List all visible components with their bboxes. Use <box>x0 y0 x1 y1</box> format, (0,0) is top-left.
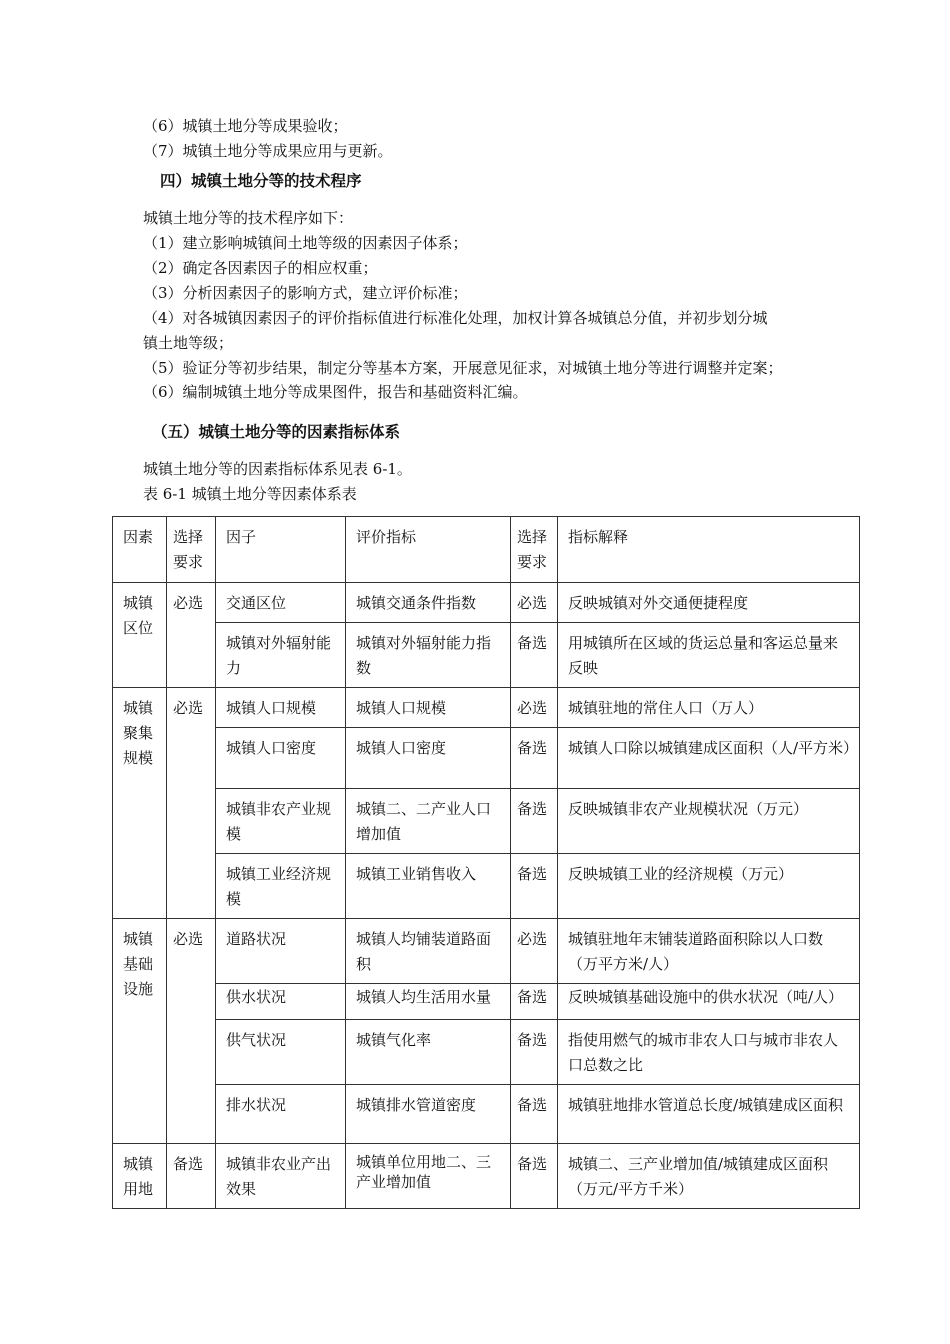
item-cell: 城镇对外辐射能力 <box>216 623 346 688</box>
item-cell: 道路状况 <box>216 919 346 984</box>
factor-cell: 城镇区位 <box>113 583 167 688</box>
table-row <box>113 854 860 919</box>
note-cell: 城镇二、三产业增加值/城镇建成区面积（万元/平方千米） <box>558 1144 860 1209</box>
factor-cell: 城镇用地 <box>113 1144 167 1209</box>
table-row <box>113 583 860 623</box>
note-cell: 反映城镇基础设施中的供水状况（吨/人） <box>558 984 860 1020</box>
requirement-cell: 必选 <box>167 688 216 919</box>
indicator-cell: 城镇排水管道密度 <box>346 1085 511 1144</box>
requirement-cell: 备选 <box>167 1144 216 1209</box>
choice-cell: 必选 <box>511 583 558 623</box>
item-cell: 城镇人口规模 <box>216 688 346 728</box>
step-2: （2）确定各因素因子的相应权重； <box>143 259 378 277</box>
indicator-cell: 城镇对外辐射能力指数 <box>346 623 511 688</box>
header-choice: 选择要求 <box>511 517 558 583</box>
item-cell: 城镇非农产业规模 <box>216 789 346 854</box>
factor-cell: 城镇聚集规模 <box>113 688 167 919</box>
item-cell: 排水状况 <box>216 1085 346 1144</box>
factor-system-table <box>112 516 860 1209</box>
choice-cell: 必选 <box>511 919 558 984</box>
list-item-6: （6）城镇土地分等成果验收； <box>143 117 348 135</box>
indicator-cell: 城镇交通条件指数 <box>346 583 511 623</box>
factor-cell: 城镇基础设施 <box>113 919 167 1144</box>
list-item-7: （7）城镇土地分等成果应用与更新。 <box>143 142 393 160</box>
item-cell: 城镇人口密度 <box>216 728 346 789</box>
item-cell: 城镇工业经济规模 <box>216 854 346 919</box>
table-row <box>113 1020 860 1085</box>
table-row <box>113 688 860 728</box>
choice-cell: 备选 <box>511 1144 558 1209</box>
step-4-line-1: （4）对各城镇因素因子的评价指标值进行标准化处理，加权计算各城镇总分值，并初步划分城 <box>143 309 768 327</box>
choice-cell: 备选 <box>511 854 558 919</box>
indicator-cell: 城镇工业销售收入 <box>346 854 511 919</box>
note-cell: 城镇驻地的常住人口（万人） <box>558 688 860 728</box>
choice-cell: 备选 <box>511 1085 558 1144</box>
note-cell: 用城镇所在区域的货运总量和客运总量来反映 <box>558 623 860 688</box>
table-reference: 城镇土地分等的因素指标体系见表 6-1。 <box>143 460 412 478</box>
table-row <box>113 1085 860 1144</box>
indicator-cell: 城镇人均生活用水量 <box>346 984 511 1020</box>
section-heading-5: （五）城镇土地分等的因素指标体系 <box>152 423 401 441</box>
choice-cell: 备选 <box>511 728 558 789</box>
table-row <box>113 919 860 984</box>
item-cell: 城镇非农业产出效果 <box>216 1144 346 1209</box>
note-cell: 城镇人口除以城镇建成区面积（人/平方米） <box>558 728 860 789</box>
requirement-cell: 必选 <box>167 919 216 1144</box>
step-3: （3）分析因素因子的影响方式，建立评价标准； <box>143 284 468 302</box>
indicator-cell: 城镇人口规模 <box>346 688 511 728</box>
item-cell: 交通区位 <box>216 583 346 623</box>
table-row <box>113 1144 860 1209</box>
table-caption: 表 6-1 城镇土地分等因素体系表 <box>143 485 357 503</box>
indicator-cell: 城镇人口密度 <box>346 728 511 789</box>
note-cell: 反映城镇对外交通便捷程度 <box>558 583 860 623</box>
header-item: 因子 <box>216 517 346 583</box>
choice-cell: 备选 <box>511 623 558 688</box>
choice-cell: 备选 <box>511 984 558 1020</box>
header-note: 指标解释 <box>558 517 860 583</box>
note-cell: 城镇驻地排水管道总长度/城镇建成区面积 <box>558 1085 860 1144</box>
header-factor: 因素 <box>113 517 167 583</box>
step-6: （6）编制城镇土地分等成果图件，报告和基础资料汇编。 <box>143 383 528 401</box>
header-indicator: 评价指标 <box>346 517 511 583</box>
table-row <box>113 728 860 789</box>
table-row <box>113 984 860 1020</box>
table-row <box>113 623 860 688</box>
table-header-row <box>113 517 860 583</box>
note-cell: 指使用燃气的城市非农人口与城市非农人口总数之比 <box>558 1020 860 1085</box>
step-5: （5）验证分等初步结果，制定分等基本方案，开展意见征求，对城镇土地分等进行调整并定案； <box>143 359 783 377</box>
note-cell: 反映城镇非农产业规模状况（万元） <box>558 789 860 854</box>
item-cell: 供水状况 <box>216 984 346 1020</box>
indicator-cell: 城镇人均铺装道路面积 <box>346 919 511 984</box>
indicator-cell: 城镇气化率 <box>346 1020 511 1085</box>
section-heading-4: 四）城镇土地分等的技术程序 <box>160 172 362 190</box>
note-cell: 反映城镇工业的经济规模（万元） <box>558 854 860 919</box>
choice-cell: 备选 <box>511 789 558 854</box>
indicator-cell: 城镇单位用地二、三产业增加值 <box>346 1144 511 1209</box>
paragraph-intro: 城镇土地分等的技术程序如下： <box>143 209 354 227</box>
item-cell: 供气状况 <box>216 1020 346 1085</box>
step-4-line-2: 镇土地等级； <box>143 334 234 352</box>
choice-cell: 备选 <box>511 1020 558 1085</box>
requirement-cell: 必选 <box>167 583 216 688</box>
header-requirement: 选择要求 <box>167 517 216 583</box>
table-row <box>113 789 860 854</box>
choice-cell: 必选 <box>511 688 558 728</box>
step-1: （1）建立影响城镇间土地等级的因素因子体系； <box>143 234 468 252</box>
note-cell: 城镇驻地年末铺装道路面积除以人口数（万平方米/人） <box>558 919 860 984</box>
indicator-cell: 城镇二、二产业人口增加值 <box>346 789 511 854</box>
